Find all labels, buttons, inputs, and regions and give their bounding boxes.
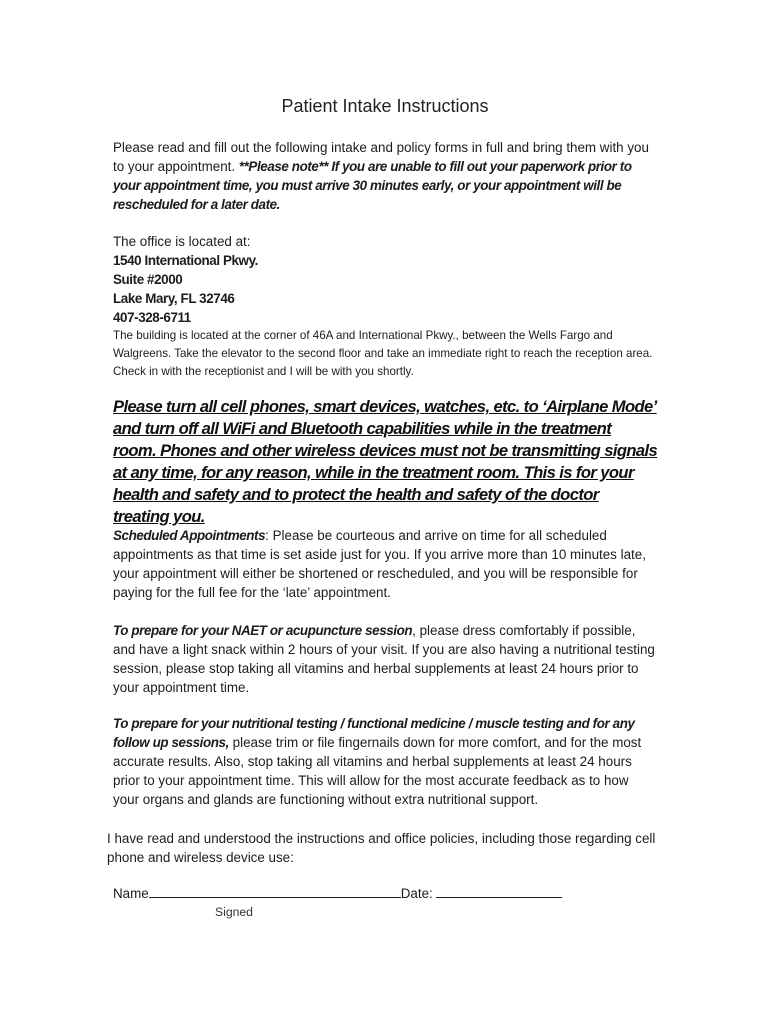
scheduled-heading: Scheduled Appointments: [113, 528, 266, 543]
address-suite: Suite #2000: [113, 272, 183, 287]
name-signature-line[interactable]: [149, 884, 401, 898]
nutritional-heading: To prepare for your nutritional testing / functional medicine / muscle testing and for any follow up sessions,: [113, 716, 635, 750]
scheduled-appointments-paragraph: [113, 526, 658, 602]
intro-note: **Please note** If you are unable to fill out your paperwork prior to your appointment time, you must arrive 30 minutes early, or your appointment will be rescheduled for a later date.: [113, 159, 632, 212]
address-city: Lake Mary, FL 32746: [113, 291, 235, 306]
name-label: Name: [113, 886, 149, 901]
page-title: Patient Intake Instructions: [281, 96, 489, 116]
scheduled-text: : Please be courteous and arrive on time for all scheduled appointments as that time is set aside just for you. If you arrive more than 10 minutes late, your appointment will either be shortened or rescheduled, and you will be responsible for paying for the full fee for the ‘late’ appointment.: [113, 528, 646, 600]
nutritional-testing-paragraph: [113, 714, 658, 809]
office-address: [113, 251, 658, 327]
signature-row: [113, 884, 633, 904]
intro-text: Please read and fill out the following intake and policy forms in full and bring them with you to your appointment.: [113, 140, 649, 174]
naet-text: , please dress comfortably if possible, and have a light snack within 2 hours of your visit. If you are also having a nutritional testing session, please stop taking all vitamins and herbal supplements at least 24 hours prior to your appointment time.: [113, 623, 655, 695]
nutritional-text: please trim or file fingernails down for more comfort, and for the most accurate results. Also, stop taking all vitamins and herbal supplements at least 24 hours prior to your appointment time. This will allow for the most accurate feedback as to how your organs and glands are functioning without extra nutritional support.: [113, 735, 642, 807]
office-location-label: The office is located at:: [113, 234, 251, 249]
naet-paragraph: [113, 621, 658, 697]
address-street: 1540 International Pkwy.: [113, 253, 258, 268]
naet-heading: To prepare for your NAET or acupuncture session: [113, 623, 413, 638]
acknowledgement-statement: I have read and understood the instructions and office policies, including those regarding cell phone and wireless device use:: [107, 831, 656, 865]
signed-caption: Signed: [215, 905, 253, 919]
device-warning: Please turn all cell phones, smart devices, watches, etc. to ‘Airplane Mode’ and turn off all WiFi and Bluetooth capabilities while in the treatment room. Phones and other wireless devices must not be transmitting signals at any time, for any reason, while in the treatment room. This is for your health and safety and to protect the health and safety of the doctor treating you.: [113, 397, 658, 526]
intro-paragraph: [113, 138, 658, 214]
date-label: Date:: [400, 886, 437, 901]
building-directions: The building is located at the corner of 46A and International Pkwy., between the Wells Fargo and Walgreens. Take the elevator to the second floor and take an immediate right to reach the reception area. Check in with the receptionist and I will be with you shortly.: [113, 329, 653, 378]
address-phone: 407-328-6711: [113, 310, 191, 325]
date-line[interactable]: [436, 884, 562, 898]
